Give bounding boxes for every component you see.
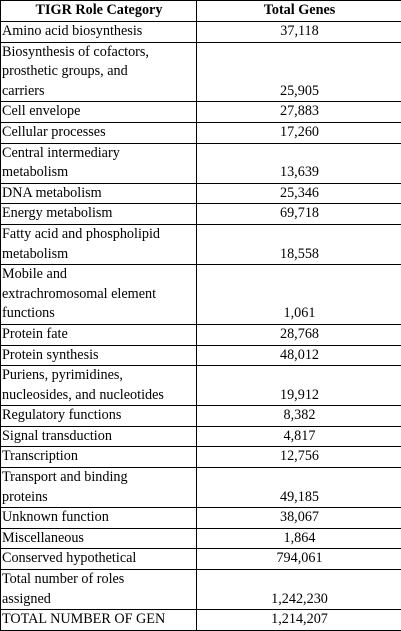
total-genes-cell: 1,214,207 (197, 610, 401, 631)
table-row (1, 570, 401, 610)
table-row (1, 366, 401, 406)
total-genes-cell: 49,185 (197, 468, 401, 508)
total-genes-cell: 18,558 (197, 224, 401, 264)
table-row (1, 610, 401, 631)
role-category-cell: DNA metabolism (1, 183, 197, 204)
role-category-cell: Transport and binding proteins (1, 468, 197, 508)
table-row (1, 42, 401, 102)
table-row (1, 102, 401, 123)
table-row (1, 143, 401, 183)
role-category-cell: Puriens, pyrimidines, nucleosides, and nucleotides (1, 366, 197, 406)
role-category-cell: Fatty acid and phospholipid metabolism (1, 224, 197, 264)
table-row (1, 345, 401, 366)
total-genes-cell: 794,061 (197, 549, 401, 570)
role-category-cell: Regulatory functions (1, 406, 197, 427)
role-category-cell: Central intermediary metabolism (1, 143, 197, 183)
total-genes-cell: 1,061 (197, 265, 401, 325)
total-genes-cell: 4,817 (197, 426, 401, 447)
total-genes-cell: 27,883 (197, 102, 401, 123)
total-genes-cell: 17,260 (197, 122, 401, 143)
table-header-row (1, 1, 401, 22)
table-body (1, 22, 401, 631)
role-category-cell: Conserved hypothetical (1, 549, 197, 570)
table-row (1, 122, 401, 143)
table-row (1, 528, 401, 549)
role-category-cell: Protein synthesis (1, 345, 197, 366)
total-genes-cell: 48,012 (197, 345, 401, 366)
total-genes-cell: 25,905 (197, 42, 401, 102)
table-row (1, 265, 401, 325)
total-genes-cell: 19,912 (197, 366, 401, 406)
table-row (1, 508, 401, 529)
table-row (1, 406, 401, 427)
role-category-cell: Protein fate (1, 324, 197, 345)
role-category-cell: Transcription (1, 447, 197, 468)
role-category-cell: Miscellaneous (1, 528, 197, 549)
total-genes-cell: 37,118 (197, 22, 401, 43)
table-row (1, 204, 401, 225)
table-row (1, 22, 401, 43)
role-category-cell: TOTAL NUMBER OF GEN (1, 610, 197, 631)
table-row (1, 468, 401, 508)
table-row (1, 447, 401, 468)
role-category-cell: Amino acid biosynthesis (1, 22, 197, 43)
total-genes-cell: 69,718 (197, 204, 401, 225)
role-category-cell: Unknown function (1, 508, 197, 529)
total-genes-cell: 1,242,230 (197, 570, 401, 610)
table-row (1, 183, 401, 204)
role-category-cell: Energy metabolism (1, 204, 197, 225)
role-category-cell: Cell envelope (1, 102, 197, 123)
table-row (1, 224, 401, 264)
total-genes-cell: 38,067 (197, 508, 401, 529)
total-genes-cell: 25,346 (197, 183, 401, 204)
header-role-category: TIGR Role Category (1, 1, 197, 22)
role-category-cell: Biosynthesis of cofactors, prosthetic groups, and carriers (1, 42, 197, 102)
table-row (1, 549, 401, 570)
role-category-cell: Cellular processes (1, 122, 197, 143)
table-row (1, 426, 401, 447)
total-genes-cell: 8,382 (197, 406, 401, 427)
total-genes-cell: 28,768 (197, 324, 401, 345)
role-category-cell: Total number of roles assigned (1, 570, 197, 610)
role-category-cell: Signal transduction (1, 426, 197, 447)
table-row (1, 324, 401, 345)
header-total-genes: Total Genes (197, 1, 401, 22)
role-category-cell: Mobile and extrachromosomal element functions (1, 265, 197, 325)
total-genes-cell: 12,756 (197, 447, 401, 468)
total-genes-cell: 1,864 (197, 528, 401, 549)
total-genes-cell: 13,639 (197, 143, 401, 183)
